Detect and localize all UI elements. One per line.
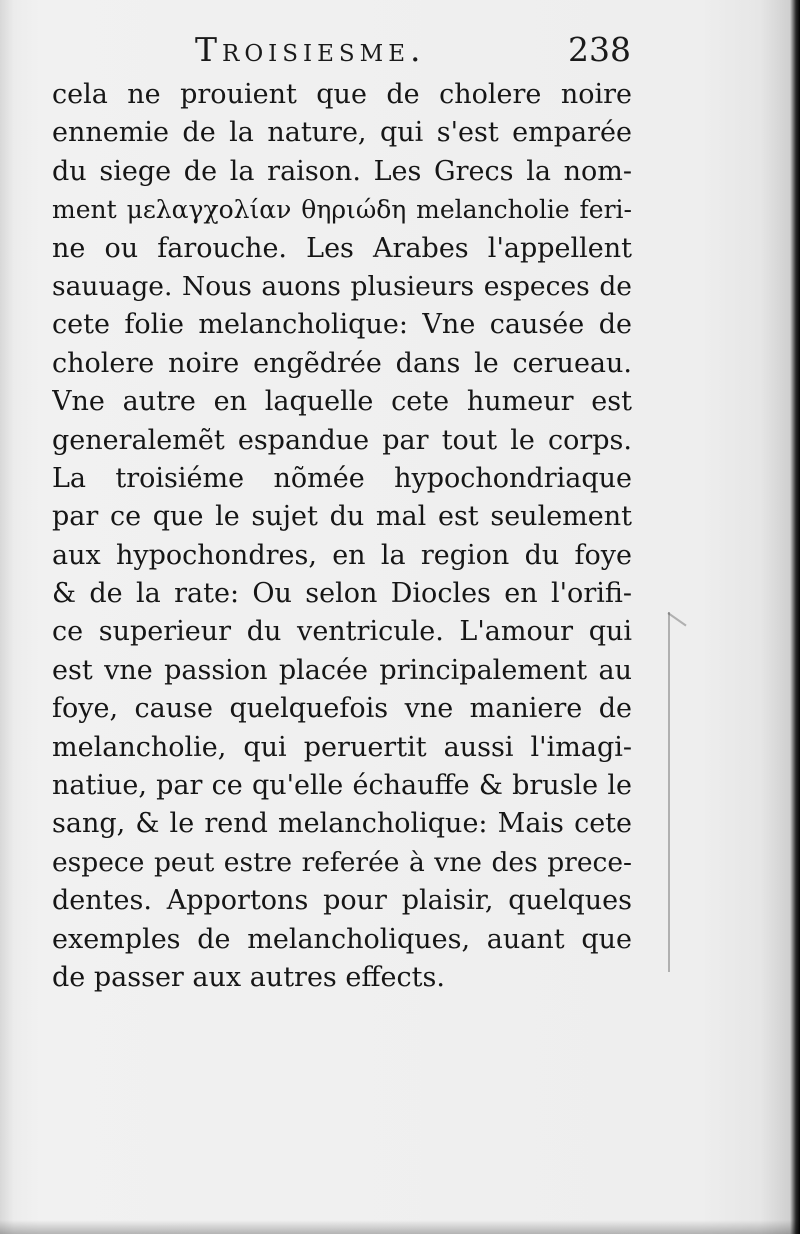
text-line: cela ne prouient que de cholere noire xyxy=(52,79,632,110)
text-line: exemples de melancholiques, auant que xyxy=(52,923,632,955)
margin-pencil-tick xyxy=(667,612,686,626)
text-line: espece peut estre referée à vne des prece- xyxy=(52,846,632,878)
text-line: aux hypochondres, en la region du foye xyxy=(52,539,632,571)
text-line: ment μελαγχολίαν θηριώδη melancholie feri- xyxy=(52,195,632,225)
text-line: cholere noire engẽdrée dans le cerueau. xyxy=(52,347,632,379)
running-head xyxy=(0,30,800,70)
text-line: natiue, par ce qu'elle échauffe & brusle le xyxy=(52,770,632,802)
page-number: 238 xyxy=(568,30,631,69)
text-line: generalemẽt espandue par tout le corps. xyxy=(52,424,632,456)
text-line: melancholie, qui peruertit aussi l'imagi- xyxy=(52,731,632,763)
text-line: est vne passion placée principalement au xyxy=(52,654,632,686)
running-title: Troisiesme. xyxy=(195,30,426,69)
text-line: cete folie melancholique: Vne causée de xyxy=(52,309,632,341)
text-line: sang, & le rend melancholique: Mais cete xyxy=(52,808,632,840)
text-line: foye, cause quelquefois vne maniere de xyxy=(52,693,632,725)
text-line: Vne autre en laquelle cete humeur est xyxy=(52,386,632,418)
text-line: par ce que le sujet du mal est seulement xyxy=(52,501,632,533)
text-line: ennemie de la nature, qui s'est emparée xyxy=(52,117,632,149)
text-line: dentes. Apportons pour plaisir, quelques xyxy=(52,885,632,917)
text-line: & de la rate: Ou selon Diocles en l'orifi- xyxy=(52,578,632,610)
text-line: de passer aux autres effects. xyxy=(52,961,445,993)
text-line: La troisiéme nõmée hypochondriaque xyxy=(52,462,632,494)
margin-pencil-mark xyxy=(668,612,670,972)
text-line: sauuage. Nous auons plusieurs especes de xyxy=(52,270,632,302)
text-line: ne ou farouche. Les Arabes l'appellent xyxy=(52,232,632,264)
text-line: ce superieur du ventricule. L'amour qui xyxy=(52,616,632,648)
body-text xyxy=(52,76,632,997)
text-line: du siege de la raison. Les Grecs la nom- xyxy=(52,155,632,187)
